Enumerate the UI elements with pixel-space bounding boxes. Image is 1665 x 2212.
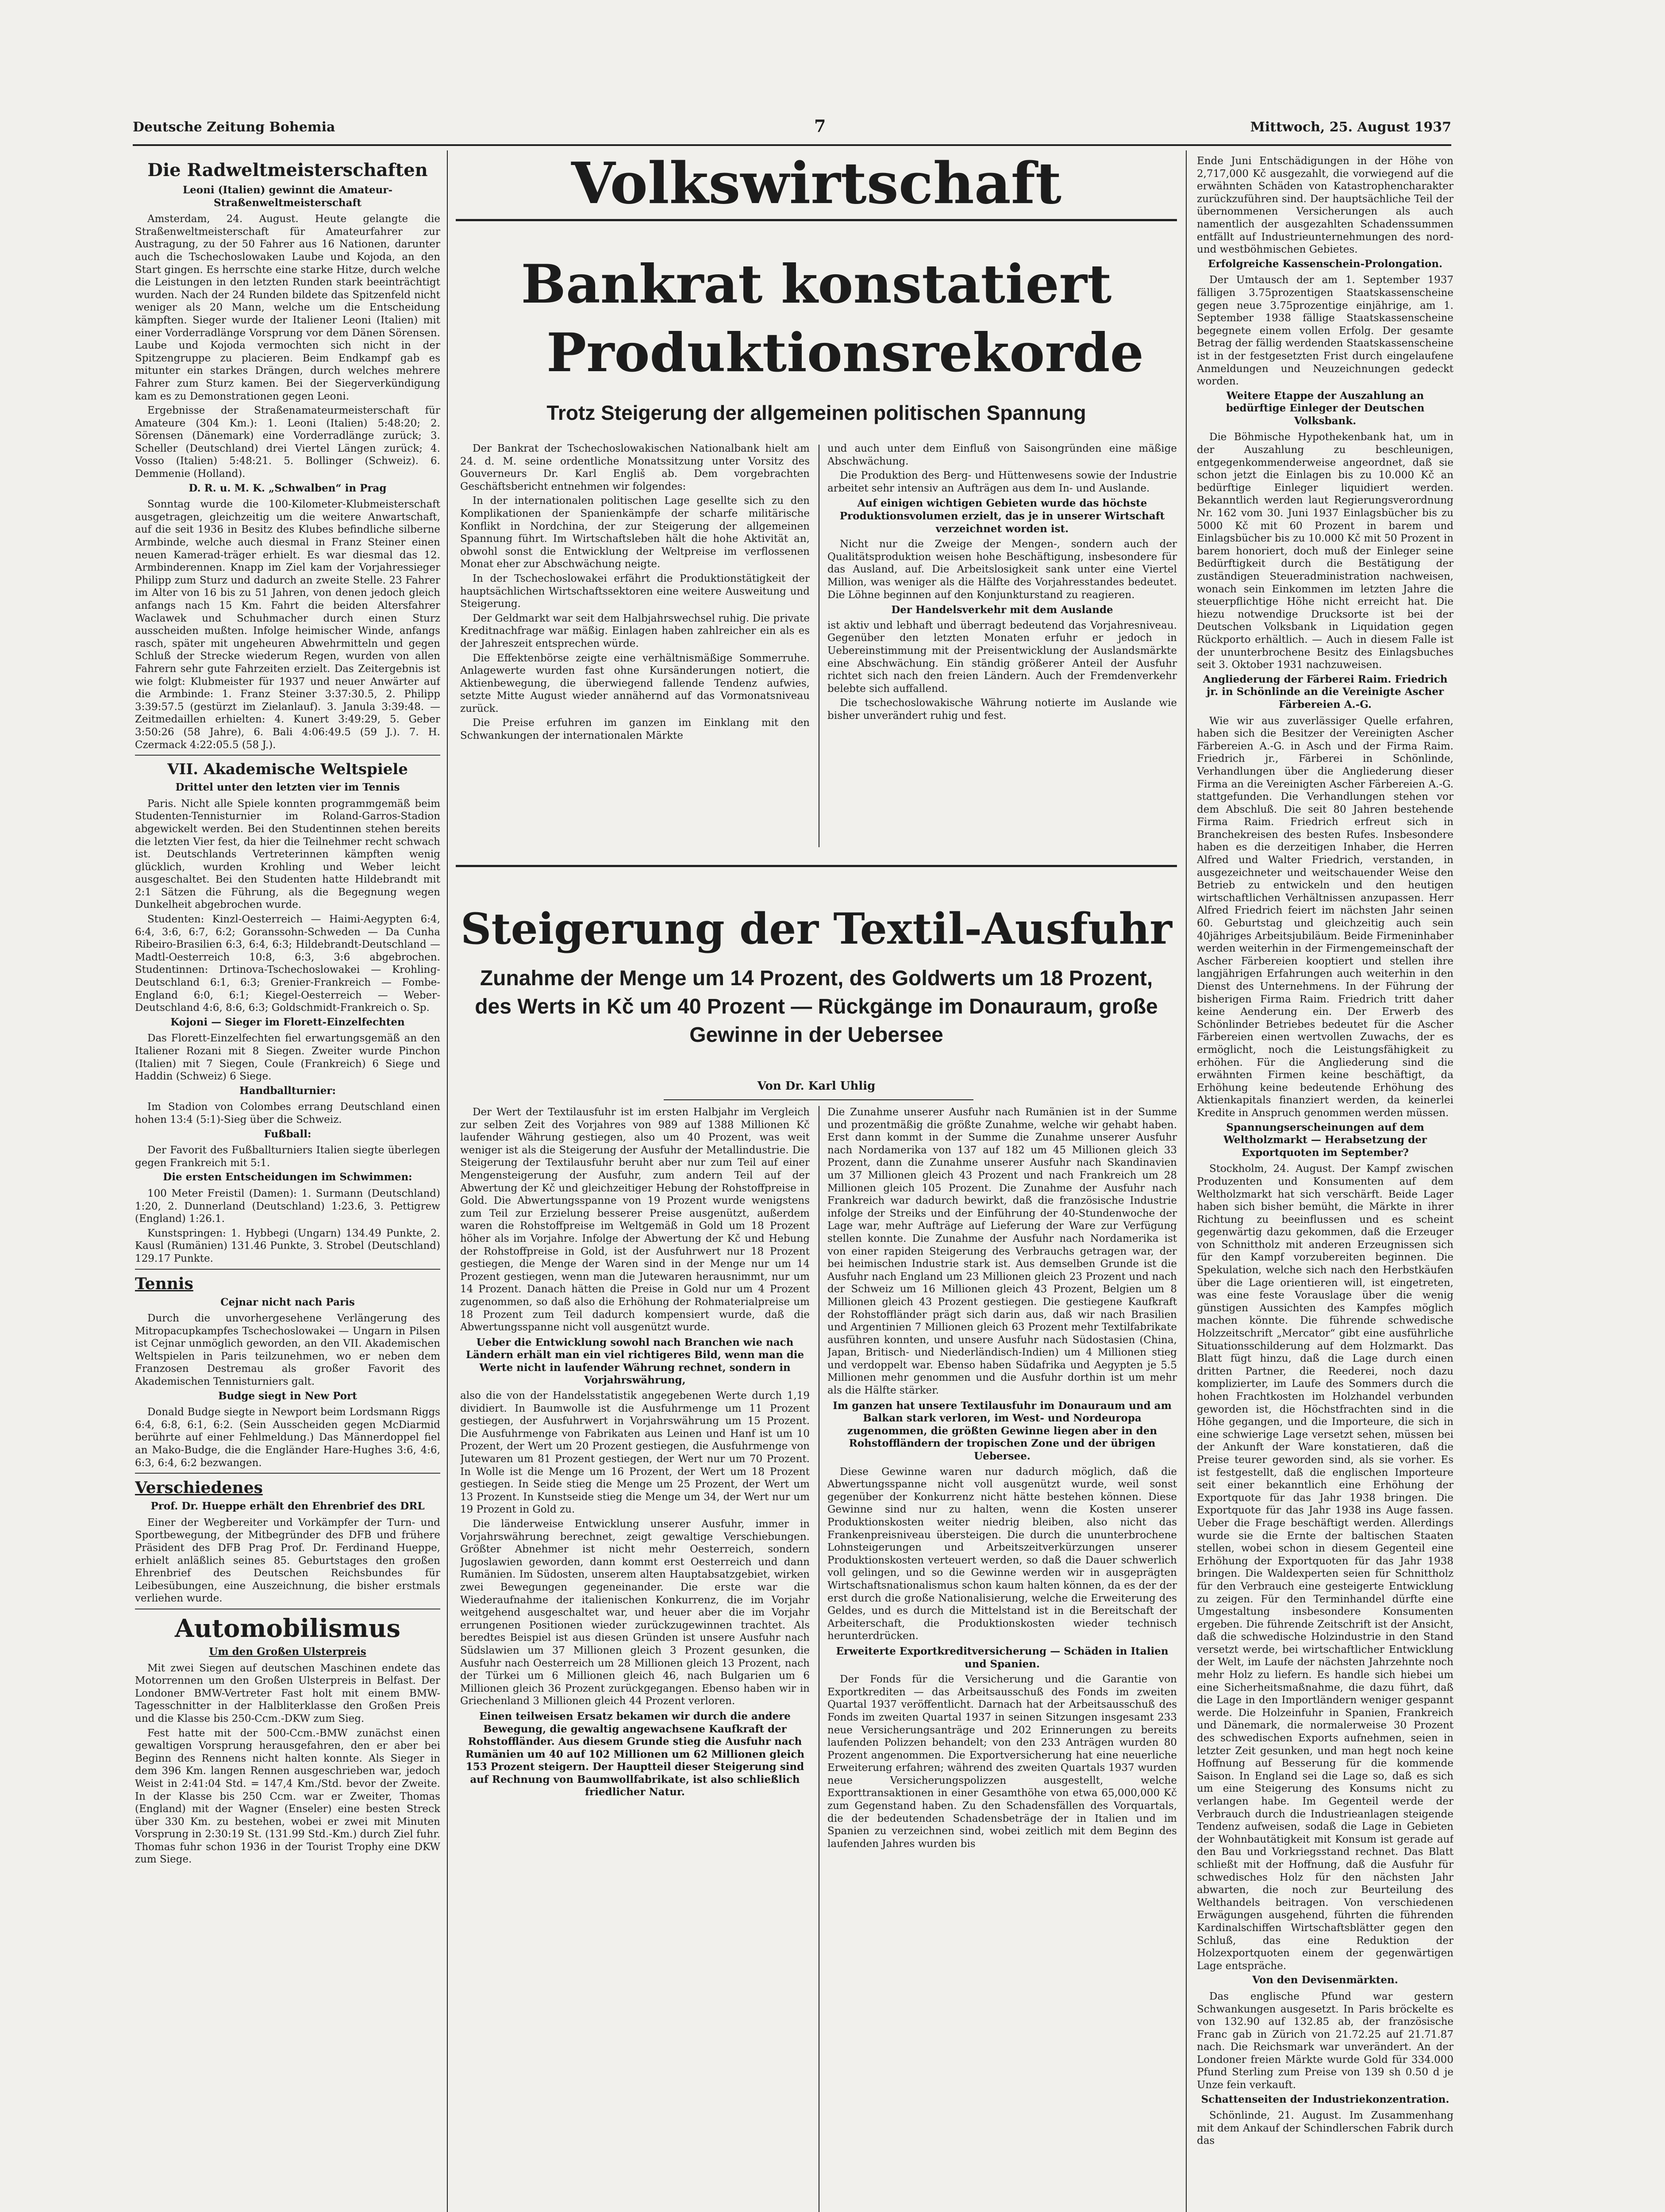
misc-paragraph: Einer der Wegbereiter und Vorkämpfer der Turn- und Sportbewegung, der Mitbegründer des DFB und frühere Präsident des DFB Prag Prof. Dr. Ferdinand Hueppe, erhielt anläßlich seines 85. Geburtstages den großen Ehrenbrief des Deutschen Reichsbundes für Leibesübungen, eine Auszeichnung, die bisher erstmals verliehen wurde. [135,1517,440,1605]
handball-heading: Handballturnier: [239,1084,336,1097]
header-rule [133,144,1451,146]
concentration-heading: Schattenseiten der Industriekonzentration. [1201,2093,1450,2105]
export-credit-heading: Erweiterte Exportkreditversicherung — Schäden in Italien und Spanien. [836,1645,1169,1670]
textile-paragraph-5: Diese Gewinne waren nur dadurch möglich, daß die Abwertungsspanne nicht voll ausgenützt wurde, weil sonst gegenüber der Konkurrenz nicht hätte bestehen können. Diese Gewinne sind nur zu halten, wenn die Kosten unserer Produktionskosten weiter niedrig bleiben, also nicht das Frankenpreisniveau übersteigen. Die durch die ununterbrochene Lohnsteigerungen und Arbeitszeitverkürzungen unserer Produktionskosten verteuert werden, so daß die Dauer schwerlich voll gelingen, und so die Gewinne werden wir in ausgeprägten Wirtschaftsnationalismus schon kaum halten können, da es der der erst durch die große Nationalisierung, welche die Erweiterung des Geldes, und es durch die Mittelstand ist in die Bereitschaft der Arbeiterschaft, die Produktionskosten wieder technisch herunterdrücken. [827,1466,1177,1642]
academic-games-subheading: Drittel unter den letzten vier im Tennis [175,781,400,794]
automobile-paragraph-2: Fest hatte mit der 500-Ccm.-BMW zunächst einen gewaltigen Vorsprung herausgefahren, den er aber bei Beginn des Rennens nicht halten konnte. Als Sieger in dem 396 Km. langen Rennen ausgeschrieben war, jedoch Weist in 2:41:04 Std. = 147,4 Km./Std. bevor der Zweite. In der Klasse bis 250 Ccm. war er Zweiter, Thomas (England) mit der Wagner (Enseler) eine besten Streck über 330 Km. zu bestehen, wobei er zwei mit Minuten Vorsprung in 2:30:19 St. (131.99 Std.-Km.) durch Ziel fuhr. Thomas fuhr schon 1936 in der Tourist Trophy eine DKW zum Siege. [135,1727,440,1866]
textile-highlight-1: Ueber die Entwicklung sowohl nach Branchen wie nach Ländern erhält man ein viel richtigeres Bild, wenn man die Werte nicht in laufender Währung rechnet, sondern in Vorjahrswährung, [465,1336,804,1386]
automobile-heading: Automobilismus [175,1613,400,1643]
textile-paragraph-4: Die Zunahme unserer Ausfuhr nach Rumänien ist in der Summe und prozentmäßig die größte Zunahme, welche wir gehabt haben. Erst dann kommt in der Summe die Zunahme unserer Ausfuhr nach Nordamerika von 137 auf 182 um 45 Millionen gleich 33 Prozent, dann die Zunahme unserer Ausfuhr nach Skandinavien um 37 Millionen gleich 43 Prozent und nach Frankreich um 28 Millionen gleich 105 Prozent. Die Zunahme der Ausfuhr nach Frankreich war dadurch bewirkt, daß die französische Industrie infolge der Streiks und der Einführung der 40-Stundenwoche der Lage war, mehr Aufträge auf Lieferung der Ware zur Verfügung stellen konnte. Die Zunahme der Ausfuhr nach Nordamerika ist von einer rapiden Steigerung des Verbrauchs getragen war, der bei heimischen Industrie stark ist. Aus demselben Grunde ist die Ausfuhr nach England um 23 Millionen gleich 23 Prozent und nach der Schweiz um 16 Millionen gleich 43 Prozent, Belgien um 8 Millionen gleich 43 Prozent gestiegen. Die gestiegene Kaufkraft der Rohstoffländer prägt sich darin aus, daß wir nach Brasilien und Argentinien 7 Millionen gleich 63 Prozent mehr Textilfabrikate ausführen konnten, und unsere Ausfuhr nach Südostasien (China, Japan, Britisch- und Niederländisch-Indien) um 4 Millionen stieg und verdoppelt war. Ebenso haben Südafrika und Aegypten je 5.5 Millionen mehr genommen und die Ausfuhr dorthin ist um mehr als die Hälfte stärker. [827,1106,1177,1397]
bankrat-column-1 [460,442,810,849]
export-credit-paragraph: Der Fonds für die Versicherung und die Garantie von Exportkrediten — das Arbeitsausschuß des Fonds im zweiten Quartal 1937 veröffentlicht. Darnach hat der Arbeitsausschuß des Fonds im zweiten Quartal 1937 in seinen Sitzungen insgesamt 233 neue Versicherungsanträge und 202 Erinnerungen zu bereits laufenden Polizzen behandelt; von den 233 Anträgen wurden 80 Prozent angenommen. Die Exportversicherung hat eine neuerliche Erweiterung erfahren; während des zweiten Quartals 1937 wurden neue Versicherungspolizzen ausgestellt, welche Exporttransaktionen in einer Gesamthöhe von etwa 65,000,000 Kč zum Gegenstand haben. Zu den Schadensfällen des Vorquartals, die der bedeutenden Schadensbeträge der in Italien und im Spanien zu verzeichnen sind, wobei zeitlich mit dem Beginn des laufenden Jahres wurden bis [827,1674,1177,1850]
left-column [135,155,440,2212]
textile-paragraph-3: Die länderweise Entwicklung unserer Ausfuhr, immer in Vorjahrswährung berechnet, zeigt gewaltige Verschiebungen. Größter Abnehmer ist nicht mehr Oesterreich, sondern Jugoslawien geworden, dann kommt erst Oesterreich und dann Rumänien. Im Südosten, unserem alten Hauptabsatzgebiet, wirken zwei Bewegungen gegeneinander. Die erste war die Wiederaufnahme der italienischen Konkurrenz, die im Vorjahr weitgehend ausgeschaltet war, und heuer aber die im Vorjahr errungenen Positionen wieder zurückzugewinnen trachtet. Als beredtes Beispiel ist aus diesen Gründen ist unsere Ausfuhr nach Südslawien um 37 Millionen gleich 3 Prozent gesunken, die Ausfuhr nach Oesterreich um 28 Millionen gleich 13 Prozent, nach der Türkei um 6 Millionen gleich 46, nach Bulgarien um 6 Millionen gleich 36 Prozent zurückgegangen. Ebenso haben wir in Griechenland 3 Millionen gleich 44 Prozent verloren. [460,1518,810,1707]
misc-heading: Verschiedenes [135,1479,263,1498]
budge-heading: Budge siegt in New Port [218,1390,357,1402]
club-heading: D. R. u. M. K. „Schwalben“ in Prag [188,482,387,494]
swimming-paragraph-2: Kunstspringen: 1. Hybbegi (Ungarn) 134.49 Punkte, 2. Kausl (Rumänien) 131.46 Punkte, 3. Strobel (Deutschland) 129.17 Punkte. [135,1227,440,1264]
bankrat-column-2 [827,442,1177,849]
textile-highlight-3: Im ganzen hat unsere Textilausfuhr im Donauraum und am Balkan stark verloren, im West- und Nordeuropa zugenommen, die größten Gewinne liegen aber in den Rohstoffländern der tropischen Zone und der übrigen Uebersee. [833,1399,1172,1463]
right-paragraph-5: Stockholm, 24. August. Der Kampf zwischen Produzenten und Konsumenten auf dem Weltholzmarkt hat sich verschärft. Beide Lager haben sich bisher bemüht, die Märkte in ihrer Richtung zu beeinflussen und es scheint gegenwärtig dazu gekommen, daß die Erzeuger von Schnittholz mit anderen Erzeugnissen sich für den Kampf vorzubereiten beginnen. Die Spekulation, welche sich nach den Herbstkäufen über die Lage orientieren will, ist eingetreten, was eine feste Vorauslage über die wenig günstigen Aussichten des Kampfes möglich machen könnte. Die führende schwedische Holzzeitschrift „Mercator“ gibt eine ausführliche Situationsschilderung auf dem Holzmarkt. Das Blatt fügt hinzu, daß die Lage durch einen dritten Partner, die Reederei, noch dazu komplizierter, im Laufe des Sommers durch die hohen Frachtkosten im Holzhandel verbunden geworden ist, die Höchstfrachten sind in die Höhe gegangen, und die Importeure, die sich in eine schwierige Lage versetzt sehen, müssen bei der Ankunft der Ware konstatieren, daß die Preise teurer geworden sind, als sie vorher. Es ist festgestellt, daß die englischen Importeure seit einer bekanntlich eine Erhöhung der Exportquote für das Jahr 1938 bringen. Die Exportquote für das Jahr 1938 ins Auge fassen. Ueber die Frage beschäftigt werden. Allerdings wurde sie die Ernte der baltischen Staaten stellen, wobei schon in diesem Gegenteil eine Erhöhung der Exportquoten für das Jahr 1938 bringen. Die Waldexperten seien für Schnittholz für den Verbrauch eine gesteigerte Entwicklung zu zeigen. Für den Terminhandel dürfte eine Umgestaltung insbesondere Konsumenten ergeben. Die führende Zeitschrift ist der Ansicht, daß die schwedische Holzindustrie in den Stand versetzt werde, bei wirtschaftlicher Entwicklung der Welt, im Laufe der nächsten Jahrzehnte noch mehr Holz zu liefern. Es handle sich hiebei um eine Sicherheitsmaßnahme, die dazu führt, daß die Lage in den Importländern weniger gespannt werde. Die Holzeinfuhr in Spanien, Frankreich und Dänemark, die normalerweise 30 Prozent des schwedischen Exports aufnehmen, seien in letzter Zeit gesunken, und man hegt noch keine Hoffnung auf Besserung für die kommende Saison. In England sei die Lage so, daß es sich um eine Steigerung des Konsums nicht zu verlangen habe. Im Gegenteil werde der Verbrauch durch die Industrieanlagen steigende Tendenz aufweisen, sodaß die Lage in Gebieten der Wohnbautätigkeit mit Konsum ist gerade auf den Bau und Vorkriegsstand rechnet. Das Blatt schließt mit der Hoffnung, daß die Ausfuhr für schwedisches Holz für den nächsten Jahr abwarten, die noch zur Beurteilung des Welthandels beitragen. Von verschiedenen Erwägungen ausgehend, führten die führenden Kardinalschiffen Wirtschaftsblätter gegen den Schluß, das eine Reduktion der Holzexportquoten einem der gegenwärtigen Lage entspräche. [1197,1163,1454,1972]
right-column [1197,155,1454,2212]
bankrat-paragraph-10: ist aktiv und lebhaft und überragt bedeutend das Vorjahresniveau. Gegenüber den letzten Monaten erfuhr er jedoch in Uebereinstimmung mit der Preisentwicklung der Auslandsmärkte eine Abschwächung. Ein ständig größerer Anteil der Ausfuhr richtet sich nach den freien Ländern. Auch der Fremdenverkehr belebte sich auffallend. [827,619,1177,695]
prolongation-heading: Erfolgreiche Kassenschein-Prolongation. [1208,257,1442,270]
right-paragraph-2: Der Umtausch der am 1. September 1937 fälligen 3.75prozentigen Staatskassenscheine gegen neue 3.75prozentige einjährige, am 1. September 1938 fällige Staatskassenscheine begegnete einem vollen Erfolg. Der gesamte Betrag der fällig werdenden Staatskassenscheine ist in der festgesetzten Frist durch eingelaufene Anmeldungen und Neuzeichnungen gedeckt worden. [1197,274,1454,388]
bankrat-paragraph-2: In der internationalen politischen Lage gesellte sich zu den Komplikationen der Spanienkämpfe der scharfe militärische Konflikt in Nordchina, der zur Steigerung der allgemeinen Spannung führt. Im Wirtschaftsleben hält die hohe Aktivität an, obwohl sonst die Entwicklung der Weltpreise im verflossenen Monat eher zur Abschwächung neigte. [460,495,810,570]
bankrat-paragraph-9: Nicht nur die Zweige der Mengen-, sondern auch der Qualitätsproduktion weisen hohe Beschäftigung, insbesondere für das Ausland, auf. Die Arbeitslosigkeit sank unter eine Viertel Million, was weniger als die Hälfte des Vorjahresstandes bedeutet. Die Löhne beginnen auf den Konjunkturstand zu reagieren. [827,538,1177,601]
football-paragraph: Der Favorit des Fußballturniers Italien siegte überlegen gegen Frankreich mit 5:1. [135,1144,440,1169]
timber-heading: Spannungserscheinungen auf dem Weltholzmarkt — Herabsetzung der Exportquoten im September? [1223,1121,1427,1159]
bankrat-paragraph-1: Der Bankrat der Tschechoslowakischen Nationalbank hielt am 24. d. M. seine ordentliche Monatssitzung unter Vorsitz des Gouverneurs Dr. Karl Engliš ab. Dem vorgebrachten Geschäftsbericht entnehmen wir folgendes: [460,443,810,492]
cycling-subheading: Leoni (Italien) gewinnt die Amateur-Straßenweltmeisterschaft [182,184,392,209]
academic-games-heading: VII. Akademische Weltspiele [167,760,408,779]
bankrat-highlight-1: Auf einigen wichtigen Gebieten wurde das höchste Produktionsvolumen erzielt, das je in unserer Wirtschaft verzeichnet worden ist. [839,497,1165,535]
tennis-paragraph-1: Durch die unvorhergesehene Verlängerung des Mitropacupkampfes Tschechoslowakei — Ungarn in Pilsen ist Cejnar unmöglich geworden, an den VII. Akademischen Weltspielen in Paris teilzunehmen, wo er neben dem Franzosen Destremau als großer Favorit des Akademischen Tennisturniers galt. [135,1313,440,1388]
currency-heading: Von den Devisenmärkten. [1252,1974,1398,1986]
fencing-paragraph: Das Florett-Einzelfechten fiel erwartungsgemäß an den Italiener Rozani mit 8 Siegen. Zweiter wurde Pinchon (Italien) mit 7 Siegen, Coule (Frankreich) 6 Siege und Haddin (Schweiz) 6 Siege. [135,1033,440,1083]
headline-1: Bankrat konstatiert [521,253,1112,315]
cycling-heading: Die Radweltmeisterschaften [147,160,428,180]
bankrat-highlight-2: Der Handelsverkehr mit dem Auslande [891,604,1113,616]
automobile-paragraph-1: Mit zwei Siegen auf deutschen Maschinen endete das Motorrennen um den Großen Ulsterpreis in Belfast. Der Londoner BMW-Vertreter Fast holt mit einem BMW-Tagesschnitter in der Halbliterklasse den Großen Preis und die Klasse bis 250-Ccm.-DKW zum Sieg. [135,1662,440,1724]
fencing-heading: Kojoni — Sieger im Florett-Einzelfechten [170,1016,405,1028]
textile-subheadline: Zunahme der Menge um 14 Prozent, des Goldwerts um 18 Prozent, des Werts in Kč um 40 Prozent — Rückgänge im Donauraum, große Gewinne in der Uebersee [475,967,1158,1047]
tennis-subheading: Cejnar nicht nach Paris [220,1296,355,1308]
swimming-heading: Die ersten Entscheidungen im Schwimmen: [163,1171,412,1183]
dyeworks-heading: Angliederung der Färberei Raim. Friedrich jr. in Schönlinde an die Vereinigte Ascher Färbereien A.-G. [1203,673,1448,710]
page-number: 7 [814,116,826,136]
academic-paragraph-2: Studenten: Kinzl-Oesterreich — Haimi-Aegypten 6:4, 6:4, 3:6, 6:7, 6:2; Goranssohn-Schweden — Da Cunha Ribeiro-Brasilien 6:3, 6:4, 6:3; Hildebrandt-Deutschland — Madtl-Oesterreich 10:8, 6:3, 3:6 abgebrochen. Studentinnen: Drtinova-Tschechoslowakei — Krohling-Deutschland 6:1, 6:3; Grenier-Frankreich — Fombe-England 6:0, 6:1; Kiegel-Oesterreich — Weber-Deutschland 4:6, 8:6, 6:3; Goldschmidt-Frankreich o. Sp. [135,914,440,1014]
bankrat-paragraph-4: Der Geldmarkt war seit dem Halbjahrswechsel ruhig. Die private Kreditnachfrage war mäßig. Einlagen haben zahlreicher ein als es der Jahreszeit entsprechen würde. [460,612,810,649]
right-paragraph-1: Ende Juni Entschädigungen in der Höhe von 2,717,000 Kč ausgezahlt, die vorwiegend auf die erwähnten Schäden von Katastrophencharakter zurückzuführen sind. Der hauptsächliche Teil der übernommenen Versicherungen als auch namentlich der ausgezahlten Schadenssummen entfällt auf Industrieunternehmungen des nord- und westböhmischen Gebietes. [1197,155,1454,256]
misc-subheading: Prof. Dr. Hueppe erhält den Ehrenbrief des DRL [150,1500,425,1513]
newspaper-name: Deutsche Zeitung Bohemia [133,119,335,135]
volksbank-heading: Weitere Etappe der Auszahlung an bedürftige Einleger der Deutschen Volksbank. [1226,389,1425,427]
bankrat-paragraph-11: Die tschechoslowakische Währung notierte im Auslande wie bisher unverändert ruhig und fest. [827,697,1177,722]
automobile-subheading: Um den Großen Ulsterpreis [209,1645,366,1658]
headline-subtitle: Trotz Steigerung der allgemeinen politischen Spannung [546,401,1086,424]
section-rule [456,219,1177,221]
right-paragraph-6: Das englische Pfund war gestern Schwankungen ausgesetzt. In Paris bröckelte es von 132.90 auf 132.85 ab, der französische Franc gab in Zürich von 21.72.25 auf 21.71.87 nach. Die Reichsmark war unverändert. An der Londoner freien Märkte wurde Gold für 334.000 Pfund Sterling zum Preise von 139 sh 0.50 d je Unze fein verkauft. [1197,1990,1454,2091]
right-paragraph-7: Schönlinde, 21. August. Im Zusammenhang mit dem Ankauf der Schindlerschen Fabrik durch das [1197,2110,1454,2147]
page-header [133,116,1451,142]
club-paragraph: Sonntag wurde die 100-Kilometer-Klubmeisterschaft ausgetragen, gleichzeitig um die weitere Anwartschaft, auf die seit 1936 in Besitz des Klubes befindliche silberne Armbinde, welche auch diesmal in Franz Steiner einen neuen Kamerad-träger erhielt. Es war diesmal das 12. Armbinderennen. Knapp im Ziel kam der Vorjahressieger Philipp zum Sturz und dadurch an zweite Stelle. 23 Fahrer im Alter von 16 bis zu 51 Jahren, von denen jedoch gleich anfangs nach 15 Km. Fahrt die beiden Altersfahrer Waclawek und Schuhmacher durch einen Sturz ausscheiden mußten. Infolge heimischer Winde, anfangs rasch, später mit ungeheuren Abwehrmitteln und gegen Schluß der Strecke wiederum Regen, wurden von allen Fahrern sehr gute Fahrzeiten erzielt. Das Zeitergebnis ist wie folgt: Klubmeister für 1937 und neuer Anwärter auf die Armbinde: 1. Franz Steiner 3:37:30.5, 2. Philipp 3:39:57.5 (gestürzt im Zielanlauf). 3. Janula 3:39:48. — Zeitmedaillen erhielten: 4. Kunert 3:49:29, 5. Geber 3:50:26 (58 Jahre), 6. Bali 4:06:49.5 (59 J.). 7. H. Czermack 4:22:05.5 (58 J.). [135,499,440,751]
right-paragraph-3: Die Böhmische Hypothekenbank hat, um in der Auszahlung zu beschleunigen, entgegenkommenderweise angeordnet, daß sie schon jetzt die Einlagen bis zu 10.000 Kč an bedürftige Einleger liquidiert werden. Bekanntlich werden laut Regierungsverordnung Nr. 162 vom 30. Juni 1937 Einlagsbücher bis zu 5000 Kč mit 60 Prozent in barem und Einlagsbücher bis zu 10.000 Kč mit 50 Prozent in barem honoriert, doch muß der Einleger seine Bedürftigkeit durch die Bestätigung der zuständigen Steueradministration nachweisen, wonach sein Einkommen im letzten Jahre die steuerpflichtige Höhe nicht erreicht hat. Die hiezu notwendige Drucksorte ist bei der Deutschen Volksbank in Liquidation gegen Rückporto erhältlich. — Auch in diesem Falle ist der ununterbrochene Besitz des Einlagsbuches seit 3. Oktober 1931 nachzuweisen. [1197,431,1454,671]
textile-column-2 [827,1106,1177,2212]
swimming-paragraph-1: 100 Meter Freistil (Damen): 1. Surmann (Deutschland) 1:20, 2. Dunnerland (Deutschland) 1:23.6, 3. Pettigrew (England) 1:26.1. [135,1187,440,1225]
column-divider-right [1186,150,1187,2212]
football-heading: Fußball: [264,1128,311,1140]
author-rule [664,1099,973,1100]
column-divider-left [447,150,448,2212]
bankrat-paragraph-3: In der Tschechoslowakei erfährt die Produktionstätigkeit der hauptsächlichen Wirtschaftssektoren eine weitere Ausweitung und Steigerung. [460,572,810,610]
issue-date: Mittwoch, 25. August 1937 [1250,119,1451,135]
bankrat-paragraph-5: Die Effektenbörse zeigte eine verhältnismäßige Sommerruhe. Anlagewerte wurden fast ohne Kursänderungen notiert, die Aktienbewegung, die überwiegend fallende Tendenz aufwies, setzte Mitte August wieder annähernd auf das Vormonatsniveau zurück. [460,652,810,714]
cycling-paragraph-2: Ergebnisse der Straßenamateurmeisterschaft für Amateure (304 Km.): 1. Leoni (Italien) 5:48:20; 2. Sörensen (Dänemark) eine Vorderradlänge zurück; 3. Scheller (Deutschland) drei Viertel Längen zurück; 4. Vosso (Italien) 5:48:21. 5. Bollinger (Schweiz). 6. Demmenie (Holland). [135,405,440,480]
tennis-paragraph-2: Donald Budge siegte in Newport beim Lordsmann Riggs 6:4, 6:8, 6:1, 6:2. (Sein Ausscheiden gegen McDiarmid berührte auf einer Fehlmeldung.) Das Männerdoppel fiel an Mako-Budge, die die Engländer Hare-Hughes 3:6, 4:6, 6:3, 6:4, 6:2 bezwangen. [135,1406,440,1469]
right-paragraph-4: Wie wir aus zuverlässiger Quelle erfahren, haben sich die Besitzer der Vereinigten Ascher Färbereien A.-G. in Asch und der Firma Raim. Friedrich jr., Färberei in Schönlinde, Verhandlungen über die Angliederung dieser Firma an die Vereinigten Ascher Färbereien A.-G. stattgefunden. Die Verhandlungen stehen vor dem Abschluß. Die seit 80 Jahren bestehende Firma Raim. Friedrich erfreut sich in Branchekreisen des besten Rufes. Insbesondere haben es die derzeitigen Inhaber, die Herren Alfred und Walter Friedrich, verstanden, in ausgezeichneter und weitschauender Weise den Betrieb zu entwickeln und den heutigen wirtschaftlichen Verhältnissen anzupassen. Herr Alfred Friedrich feiert im nächsten Jahr seinen 60. Geburtstag und gleichzeitig auch sein 40jähriges Arbeitsjubiläum. Beide Firmeninhaber werden weiterhin in der Firmengemeinschaft der Ascher Färbereien kooptiert und stellen ihre langjährigen Erfahrungen auch weiterhin in den Dienst des Unternehmens. In der Führung der bisherigen Firma Raim. Friedrich tritt daher keine Aenderung ein. Der Erwerb des Schönlinder Betriebes bedeutet für die Ascher Färbereien einen wertvollen Zuwachs, der es ermöglicht, noch die Leistungsfähigkeit zu erhöhen. Für die Angliederung sind die erwähnten Firmen keine beschäftigt, da Erhöhung keine bedeutende Erhöhung des Aktienkapitals finanziert werden, da keinerlei Kredite in Anspruch genommen werden müssen. [1197,715,1454,1119]
textile-column-1 [460,1106,810,2212]
textile-paragraph-2: also die von der Handelsstatistik angegebenen Werte durch 1,19 dividiert. In Baumwolle ist die Ausfuhrmenge um 11 Prozent gestiegen, der Ausfuhrwert in Vorjahrswährung um 15 Prozent. Die Ausfuhrmenge von Fabrikaten aus Leinen und Hanf ist um 10 Prozent, der Wert um 20 Prozent gestiegen, die Ausfuhrmenge von Jutewaren um 81 Prozent gestiegen, der Wert nur um 70 Prozent. In Wolle ist die Menge um 16 Prozent, der Wert um 18 Prozent gestiegen. In Seide stieg die Menge um 25 Prozent, der Wert um 13 Prozent. In Kunstseide stieg die Menge um 34, der Wert nur um 19 Prozent in Gold zu. [460,1390,810,1516]
textile-headline: Steigerung der Textil-Ausfuhr [461,904,1172,954]
section-rule [135,1269,440,1270]
section-title: Volkswirtschaft [571,150,1061,217]
bankrat-paragraph-6: Die Preise erfuhren im ganzen im Einklang mit den Schwankungen der internationalen Märkte [460,717,810,742]
tennis-heading: Tennis [135,1274,193,1293]
academic-paragraph-1: Paris. Nicht alle Spiele konnten programmgemäß beim Studenten-Tennisturnier im Roland-Garros-Stadion abgewickelt werden. Bei den Studentinnen stehen bereits die letzten Vier fest, da hier die Teilnehmer recht schwach ist. Deutschlands Vertreterinnen kämpften wenig glücklich, wurden Krohling und Weber leicht ausgeschaltet. Bei den Studenten hatte Hildebrandt mit 2:1 Sätzen die Führung, als die Begegnung wegen Dunkelheit abgebrochen wurde. [135,798,440,911]
article-rule [456,865,1177,867]
cycling-paragraph-1: Amsterdam, 24. August. Heute gelangte die Straßenweltmeisterschaft für Amateurfahrer zur Austragung, zu der 50 Fahrer aus 16 Nationen, darunter auch die Tschechoslowaken Laube und Kojoda, an den Start gingen. Es herrschte eine starke Hitze, durch welche die Leistungen in den letzten Runden stark beeinträchtigt wurden. Nach der 24 Runden bildete das Spitzenfeld nicht weniger als 20 Mann, welche um die Entscheidung kämpften. Sieger wurde der Italiener Leoni (Italien) mit einer Vorderradlänge Vorsprung vor dem Dänen Sörensen. Laube und Kojoda vermochten sich nicht in der Spitzengruppe zu placieren. Beim Endkampf gab es mitunter ein starkes Drängen, durch welches mehrere Fahrer zum Sturz kamen. Bei der Siegerverkündigung kam es zu Demonstrationen gegen Leoni. [135,213,440,402]
bankrat-paragraph-7: und auch unter dem Einfluß von Saisongründen eine mäßige Abschwächung. [827,443,1177,467]
section-rule [135,755,440,756]
article-author: Von Dr. Karl Uhlig [757,1079,876,1093]
bankrat-paragraph-8: Die Produktion des Berg- und Hüttenwesens sowie der Industrie arbeitet sehr intensiv an Aufträgen aus dem In- und Auslande. [827,470,1177,494]
headline-2: Produktionsrekorde [546,322,1144,384]
handball-paragraph: Im Stadion von Colombes errang Deutschland einen hohen 13:4 (5:1)-Sieg über die Schweiz. [135,1101,440,1125]
section-rule [135,1473,440,1474]
textile-paragraph-1: Der Wert der Textilausfuhr ist im ersten Halbjahr im Vergleich zur selben Zeit des Vorjahres von 989 auf 1388 Millionen Kč laufender Währung gestiegen, also um 40 Prozent, was weit weniger ist als die Steigerung der Ausfuhr der Metallindustrie. Die Steigerung der Textilausfuhr beruht aber nur zum Teil auf einer Mengensteigerung der Ausfuhr, zum andern Teil auf der Abwertung der Kč und gleichzeitiger Hebung der Rohstoffpreise in Gold. Die Abwertungsspanne von 19 Prozent wurde wenigstens zum Teil zur Erzielung besserer Preise ausgenützt, außerdem waren die Rohstoffpreise im Weltgemäß in Gold um 18 Prozent höher als im Vorjahre. Infolge der Abwertung der Kč und Hebung der Rohstoffpreise in Gold, ist der Ausfuhrwert nur 18 Prozent gestiegen, die Menge der Waren sind in der Menge nur um 14 Prozent gestiegen, wenn man die Jutewaren herausnimmt, nur um 14 Prozent. Danach hätten die Preise in Gold nur um 4 Prozent zugenommen, so daß also die Erhöhung der Rohmaterialpreise um 18 Prozent zum Teil dadurch kompensiert wurde, daß die Abwertungsspanne nicht voll ausgenützt wurde. [460,1106,810,1333]
textile-highlight-2: Einen teilweisen Ersatz bekamen wir durch die andere Bewegung, die gewaltig angewachsene Kaufkraft der Rohstoffländer. Aus diesem Grunde stieg die Ausfuhr nach Rumänien um 40 auf 102 Millionen um 62 Millionen gleich 153 Prozent steigern. Der Hauptteil dieser Steigerung sind auf Rechnung von Baumwollfabrikate, ist also schließlich friedlicher Natur. [465,1710,805,1798]
